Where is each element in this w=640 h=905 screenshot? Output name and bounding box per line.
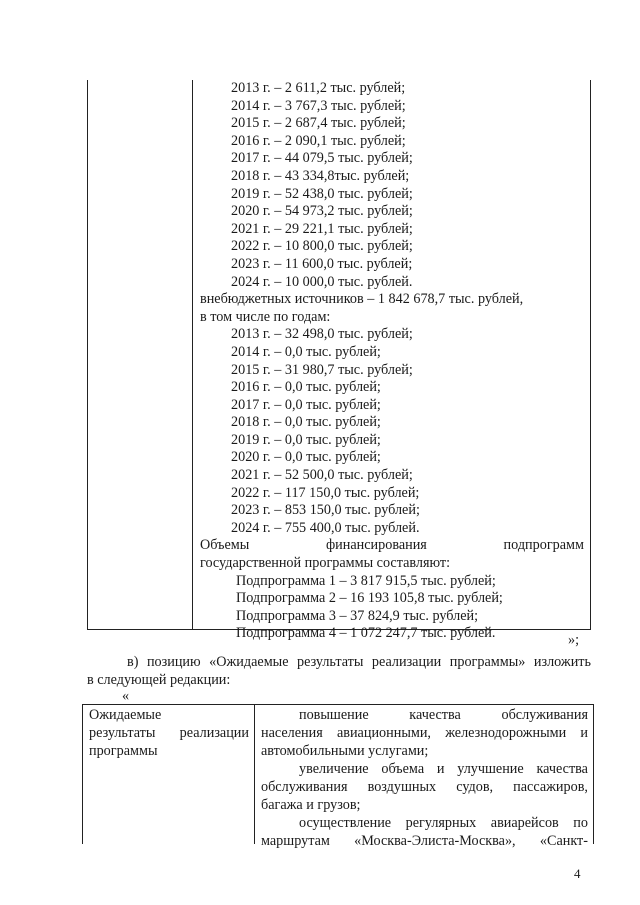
- extrabudget-year-line: 2020 г. – 0,0 тыс. рублей;: [231, 449, 381, 466]
- table-column-divider: [254, 705, 255, 844]
- extrabudget-year-list: [200, 326, 584, 537]
- financing-cell: [200, 80, 584, 643]
- subprogram-intro: [200, 537, 584, 555]
- extrabudget-year-line: 2023 г. – 853 150,0 тыс. рублей;: [231, 502, 420, 519]
- results-content-word: судов,: [456, 779, 494, 795]
- results-content-word: пассажиров,: [513, 779, 588, 795]
- subprogram-line: Подпрограмма 1 – 3 817 915,5 тыс. рублей;: [236, 572, 496, 589]
- paragraph-word: «Ожидаемые: [209, 654, 289, 670]
- budget-year-line: 2015 г. – 2 687,4 тыс. рублей;: [231, 115, 406, 132]
- results-content-word: населения: [261, 725, 323, 741]
- budget-year-line: 2023 г. – 11 600,0 тыс. рублей;: [231, 255, 413, 272]
- table-column-divider: [192, 80, 193, 629]
- results-content-line: [261, 832, 588, 850]
- results-content-line: автомобильными услугами;: [261, 743, 429, 759]
- results-content-line: [261, 778, 588, 796]
- subprogram-line: Подпрограмма 3 – 37 824,9 тыс. рублей;: [236, 607, 479, 624]
- results-content-word: объема: [381, 761, 425, 777]
- paragraph-word: программы»: [449, 654, 526, 670]
- results-content-word: качества: [536, 761, 588, 777]
- extrabudget-year-line: 2016 г. – 0,0 тыс. рублей;: [231, 379, 381, 396]
- subprogram-line: Подпрограмма 2 – 16 193 105,8 тыс. рублей;: [236, 590, 503, 607]
- budget-year-line: 2017 г. – 44 079,5 тыс. рублей;: [231, 150, 413, 167]
- extrabudget-heading: внебюджетных источников – 1 842 678,7 тыс. рублей,: [200, 291, 524, 308]
- results-content-word: авиарейсов: [490, 815, 559, 831]
- results-content-word: повышение: [299, 707, 369, 723]
- results-content-word: авиационными,: [336, 725, 431, 741]
- results-content-word: железнодорожными: [445, 725, 567, 741]
- financing-table: [87, 80, 591, 642]
- subprogram-intro-word: финансирования: [325, 537, 427, 554]
- budget-year-line: 2018 г. – 43 334,8тыс. рублей;: [231, 167, 410, 184]
- results-content-word: «Санкт-: [539, 833, 588, 849]
- results-content-line: багажа и грузов;: [261, 797, 361, 813]
- subprogram-line: Подпрограмма 4 – 1 072 247,7 тыс. рублей.: [236, 625, 496, 642]
- amendment-paragraph: [87, 653, 591, 689]
- results-content-word: и: [580, 725, 588, 741]
- paragraph-line-1: [87, 653, 591, 671]
- results-content-word: обслуживания: [501, 707, 588, 723]
- paragraph-word: позицию: [146, 654, 201, 670]
- extrabudget-year-line: 2018 г. – 0,0 тыс. рублей;: [231, 414, 381, 431]
- closing-quote: »;: [568, 632, 580, 648]
- results-content-line: [261, 760, 588, 778]
- extrabudget-year-line: 2024 г. – 755 400,0 тыс. рублей.: [231, 519, 420, 536]
- results-label-line: [89, 742, 249, 760]
- results-content-line: [261, 724, 588, 742]
- subprogram-intro-word: подпрограмм: [503, 537, 584, 554]
- results-content-word: регулярных: [405, 815, 477, 831]
- results-content-word: увеличение: [299, 761, 369, 777]
- budget-year-line: 2024 г. – 10 000,0 тыс. рублей.: [231, 273, 413, 290]
- budget-year-line: 2016 г. – 2 090,1 тыс. рублей;: [231, 132, 406, 149]
- results-content-line: [261, 814, 588, 832]
- budget-year-list: [200, 80, 584, 291]
- paragraph-word: в): [127, 654, 139, 670]
- paragraph-word: изложить: [533, 654, 591, 670]
- results-content-word: и: [436, 761, 445, 777]
- extrabudget-year-line: 2022 г. – 117 150,0 тыс. рублей;: [231, 484, 420, 501]
- budget-year-line: 2021 г. – 29 221,1 тыс. рублей;: [231, 220, 413, 237]
- extrabudget-year-line: 2019 г. – 0,0 тыс. рублей;: [231, 431, 381, 448]
- results-content-word: воздушных: [367, 779, 437, 795]
- results-content-cell: [261, 706, 588, 850]
- results-content-word: осуществление: [299, 815, 392, 831]
- results-label-word: программы: [89, 743, 158, 759]
- extrabudget-year-line: 2014 г. – 0,0 тыс. рублей;: [231, 343, 381, 360]
- budget-year-line: 2022 г. – 10 800,0 тыс. рублей;: [231, 238, 413, 255]
- results-content-word: маршрутам: [261, 833, 330, 849]
- budget-year-line: 2019 г. – 52 438,0 тыс. рублей;: [231, 185, 413, 202]
- results-label-line: [89, 706, 249, 724]
- results-label-cell: [89, 706, 249, 760]
- results-label-word: реализации: [179, 725, 249, 741]
- extrabudget-year-line: 2013 г. – 32 498,0 тыс. рублей;: [231, 326, 413, 343]
- budget-year-line: 2013 г. – 2 611,2 тыс. рублей;: [231, 80, 406, 96]
- results-content-line: [261, 706, 588, 724]
- page-number: 4: [574, 866, 581, 881]
- budget-year-line: 2020 г. – 54 973,2 тыс. рублей;: [231, 203, 413, 220]
- extrabudget-year-line: 2015 г. – 31 980,7 тыс. рублей;: [231, 361, 413, 378]
- results-label-line: [89, 724, 249, 742]
- results-content-word: обслуживания: [261, 779, 348, 795]
- extrabudget-subheading: в том числе по годам:: [200, 308, 331, 325]
- opening-quote: «: [122, 688, 130, 704]
- subprogram-list: [200, 573, 584, 643]
- results-content-word: улучшение: [457, 761, 524, 777]
- results-table: [82, 704, 594, 849]
- results-label-word: Ожидаемые: [89, 707, 162, 723]
- extrabudget-year-line: 2021 г. – 52 500,0 тыс. рублей;: [231, 467, 413, 484]
- results-content-word: качества: [409, 707, 461, 723]
- results-content-word: по: [573, 815, 588, 831]
- paragraph-line-2: в следующей редакции:: [87, 672, 231, 688]
- subprogram-intro-word: Объемы: [200, 537, 250, 554]
- paragraph-word: реализации: [371, 654, 442, 670]
- results-content-word: «Москва-Элиста-Москва»,: [354, 833, 516, 849]
- subprogram-intro-line2: государственной программы составляют:: [200, 555, 451, 572]
- results-label-word: результаты: [89, 725, 156, 741]
- paragraph-word: результаты: [297, 654, 364, 670]
- extrabudget-year-line: 2017 г. – 0,0 тыс. рублей;: [231, 396, 381, 413]
- budget-year-line: 2014 г. – 3 767,3 тыс. рублей;: [231, 97, 406, 114]
